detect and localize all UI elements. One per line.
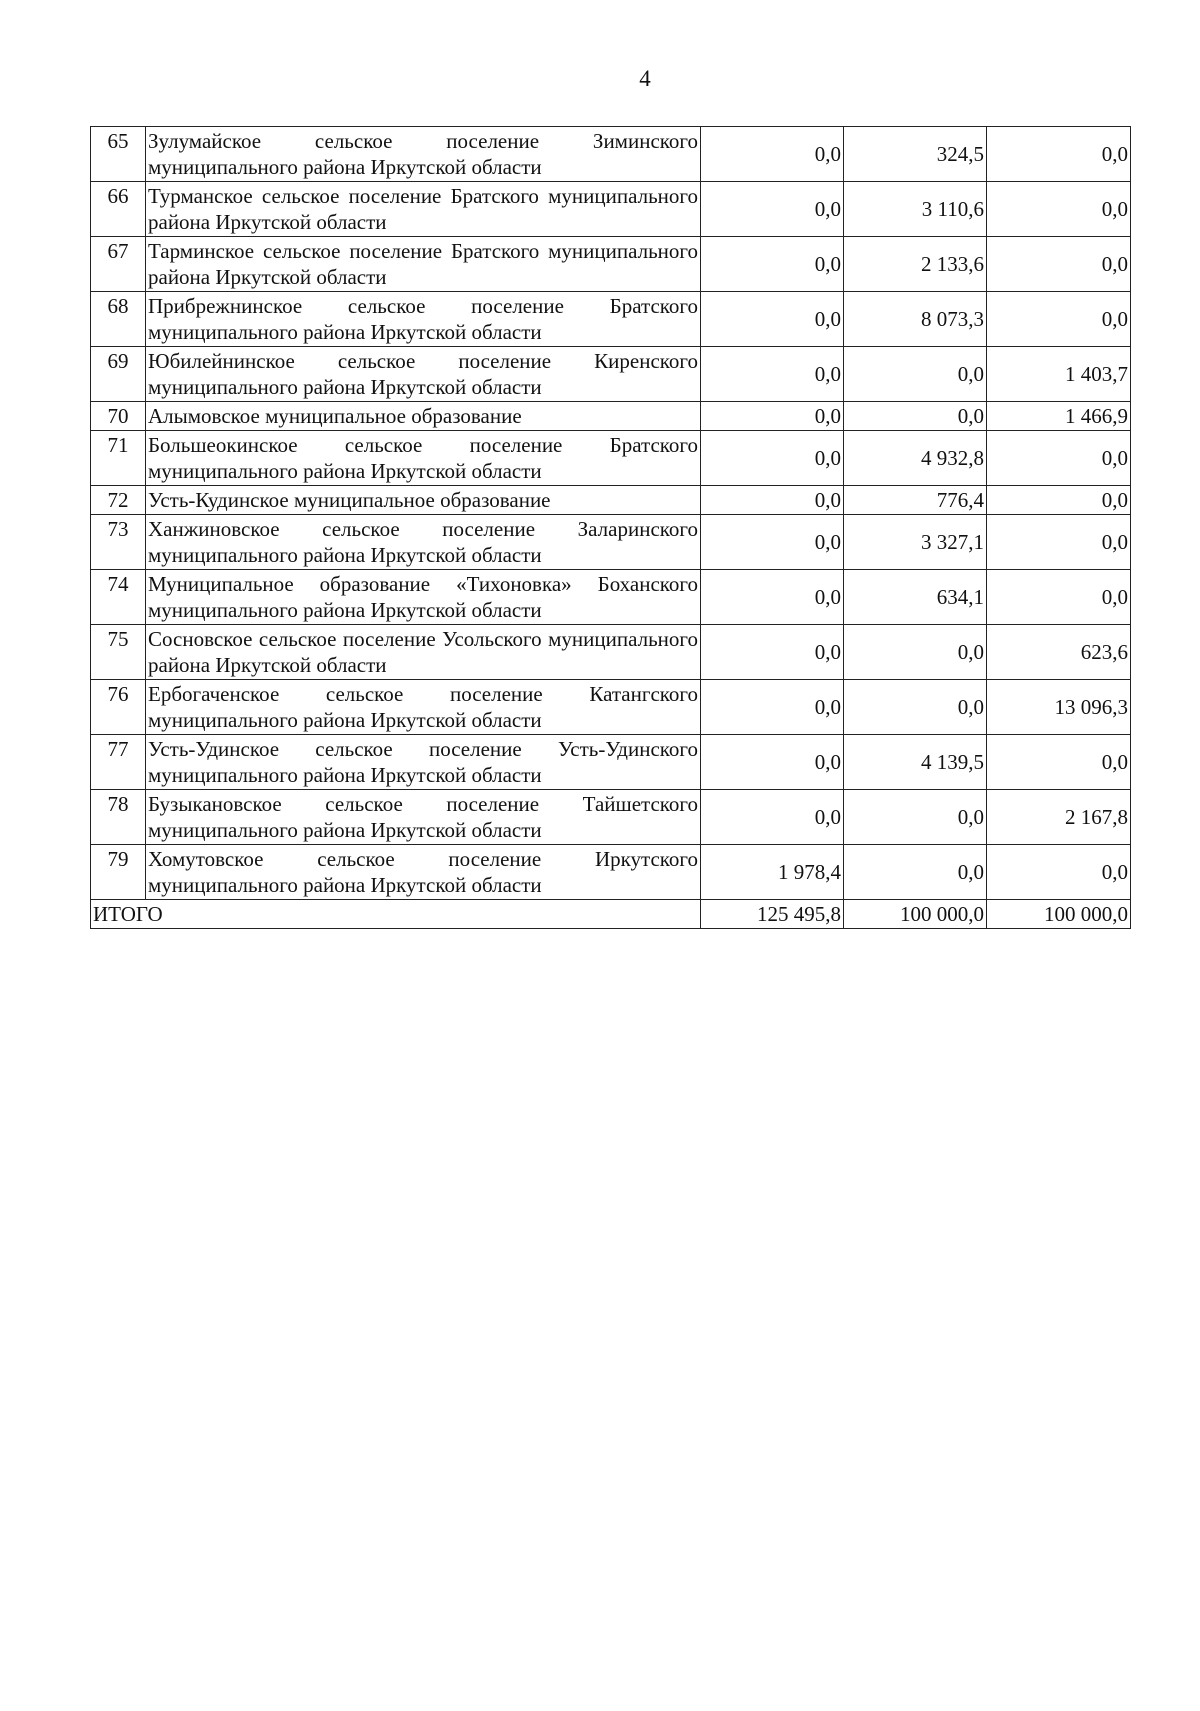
table-row xyxy=(91,680,1131,735)
municipality-name: Сосновское сельское поселение Усольского муниципального района Иркутской области xyxy=(146,625,701,680)
value-col-2: 3 110,6 xyxy=(844,182,987,237)
row-number: 77 xyxy=(91,735,146,790)
municipality-name: Хомутовское сельское поселение Иркутского муниципального района Иркутской области xyxy=(146,845,701,900)
municipality-name: Большеокинское сельское поселение Братского муниципального района Иркутской области xyxy=(146,431,701,486)
value-col-2: 8 073,3 xyxy=(844,292,987,347)
total-col-2: 100 000,0 xyxy=(844,900,987,929)
value-col-1: 0,0 xyxy=(701,790,844,845)
value-col-3: 1 403,7 xyxy=(987,347,1131,402)
value-col-2: 0,0 xyxy=(844,625,987,680)
municipality-name: Усть-Кудинское муниципальное образование xyxy=(146,486,701,515)
value-col-1: 0,0 xyxy=(701,570,844,625)
row-number: 65 xyxy=(91,127,146,182)
value-col-2: 4 139,5 xyxy=(844,735,987,790)
value-col-1: 0,0 xyxy=(701,292,844,347)
value-col-3: 0,0 xyxy=(987,515,1131,570)
row-number: 79 xyxy=(91,845,146,900)
value-col-2: 324,5 xyxy=(844,127,987,182)
page-number: 4 xyxy=(639,66,651,91)
table-row xyxy=(91,292,1131,347)
total-row xyxy=(91,900,1131,929)
value-col-3: 13 096,3 xyxy=(987,680,1131,735)
value-col-2: 2 133,6 xyxy=(844,237,987,292)
municipality-name: Ербогаченское сельское поселение Катангского муниципального района Иркутской области xyxy=(146,680,701,735)
allocation-table xyxy=(90,126,1131,929)
value-col-1: 0,0 xyxy=(701,402,844,431)
value-col-1: 0,0 xyxy=(701,625,844,680)
value-col-3: 623,6 xyxy=(987,625,1131,680)
value-col-2: 0,0 xyxy=(844,845,987,900)
total-col-3: 100 000,0 xyxy=(987,900,1131,929)
row-number: 74 xyxy=(91,570,146,625)
value-col-2: 634,1 xyxy=(844,570,987,625)
value-col-2: 4 932,8 xyxy=(844,431,987,486)
value-col-1: 0,0 xyxy=(701,515,844,570)
row-number: 75 xyxy=(91,625,146,680)
row-number: 66 xyxy=(91,182,146,237)
value-col-3: 0,0 xyxy=(987,845,1131,900)
value-col-3: 0,0 xyxy=(987,237,1131,292)
value-col-3: 0,0 xyxy=(987,127,1131,182)
row-number: 70 xyxy=(91,402,146,431)
total-label: ИТОГО xyxy=(91,900,701,929)
table-row xyxy=(91,845,1131,900)
total-col-1: 125 495,8 xyxy=(701,900,844,929)
municipality-name: Юбилейнинское сельское поселение Киренского муниципального района Иркутской области xyxy=(146,347,701,402)
row-number: 69 xyxy=(91,347,146,402)
value-col-1: 0,0 xyxy=(701,182,844,237)
table-row xyxy=(91,515,1131,570)
value-col-1: 1 978,4 xyxy=(701,845,844,900)
value-col-1: 0,0 xyxy=(701,127,844,182)
value-col-3: 1 466,9 xyxy=(987,402,1131,431)
value-col-3: 0,0 xyxy=(987,431,1131,486)
municipality-name: Усть-Удинское сельское поселение Усть-Удинского муниципального района Иркутской области xyxy=(146,735,701,790)
table-row xyxy=(91,402,1131,431)
municipality-name: Бузыкановское сельское поселение Тайшетского муниципального района Иркутской области xyxy=(146,790,701,845)
table-row xyxy=(91,182,1131,237)
municipality-name: Алымовское муниципальное образование xyxy=(146,402,701,431)
table-row xyxy=(91,790,1131,845)
value-col-1: 0,0 xyxy=(701,486,844,515)
municipality-name: Ханжиновское сельское поселение Заларинского муниципального района Иркутской области xyxy=(146,515,701,570)
value-col-3: 0,0 xyxy=(987,570,1131,625)
row-number: 72 xyxy=(91,486,146,515)
value-col-1: 0,0 xyxy=(701,680,844,735)
table-row xyxy=(91,625,1131,680)
value-col-3: 0,0 xyxy=(987,486,1131,515)
value-col-2: 776,4 xyxy=(844,486,987,515)
table-row xyxy=(91,486,1131,515)
municipality-name: Прибрежнинское сельское поселение Братского муниципального района Иркутской области xyxy=(146,292,701,347)
table-row xyxy=(91,127,1131,182)
value-col-3: 0,0 xyxy=(987,182,1131,237)
row-number: 71 xyxy=(91,431,146,486)
row-number: 73 xyxy=(91,515,146,570)
row-number: 68 xyxy=(91,292,146,347)
table-row xyxy=(91,570,1131,625)
value-col-1: 0,0 xyxy=(701,237,844,292)
value-col-2: 0,0 xyxy=(844,347,987,402)
table-row xyxy=(91,735,1131,790)
municipality-name: Тарминское сельское поселение Братского муниципального района Иркутской области xyxy=(146,237,701,292)
municipality-name: Зулумайское сельское поселение Зиминского муниципального района Иркутской области xyxy=(146,127,701,182)
value-col-3: 0,0 xyxy=(987,735,1131,790)
value-col-2: 0,0 xyxy=(844,402,987,431)
value-col-1: 0,0 xyxy=(701,347,844,402)
value-col-3: 0,0 xyxy=(987,292,1131,347)
value-col-2: 0,0 xyxy=(844,790,987,845)
row-number: 67 xyxy=(91,237,146,292)
value-col-1: 0,0 xyxy=(701,431,844,486)
row-number: 78 xyxy=(91,790,146,845)
row-number: 76 xyxy=(91,680,146,735)
table-row xyxy=(91,431,1131,486)
value-col-2: 3 327,1 xyxy=(844,515,987,570)
value-col-1: 0,0 xyxy=(701,735,844,790)
table-row xyxy=(91,237,1131,292)
municipality-name: Муниципальное образование «Тихоновка» Боханского муниципального района Иркутской области xyxy=(146,570,701,625)
municipality-name: Турманское сельское поселение Братского муниципального района Иркутской области xyxy=(146,182,701,237)
table-row xyxy=(91,347,1131,402)
value-col-3: 2 167,8 xyxy=(987,790,1131,845)
value-col-2: 0,0 xyxy=(844,680,987,735)
